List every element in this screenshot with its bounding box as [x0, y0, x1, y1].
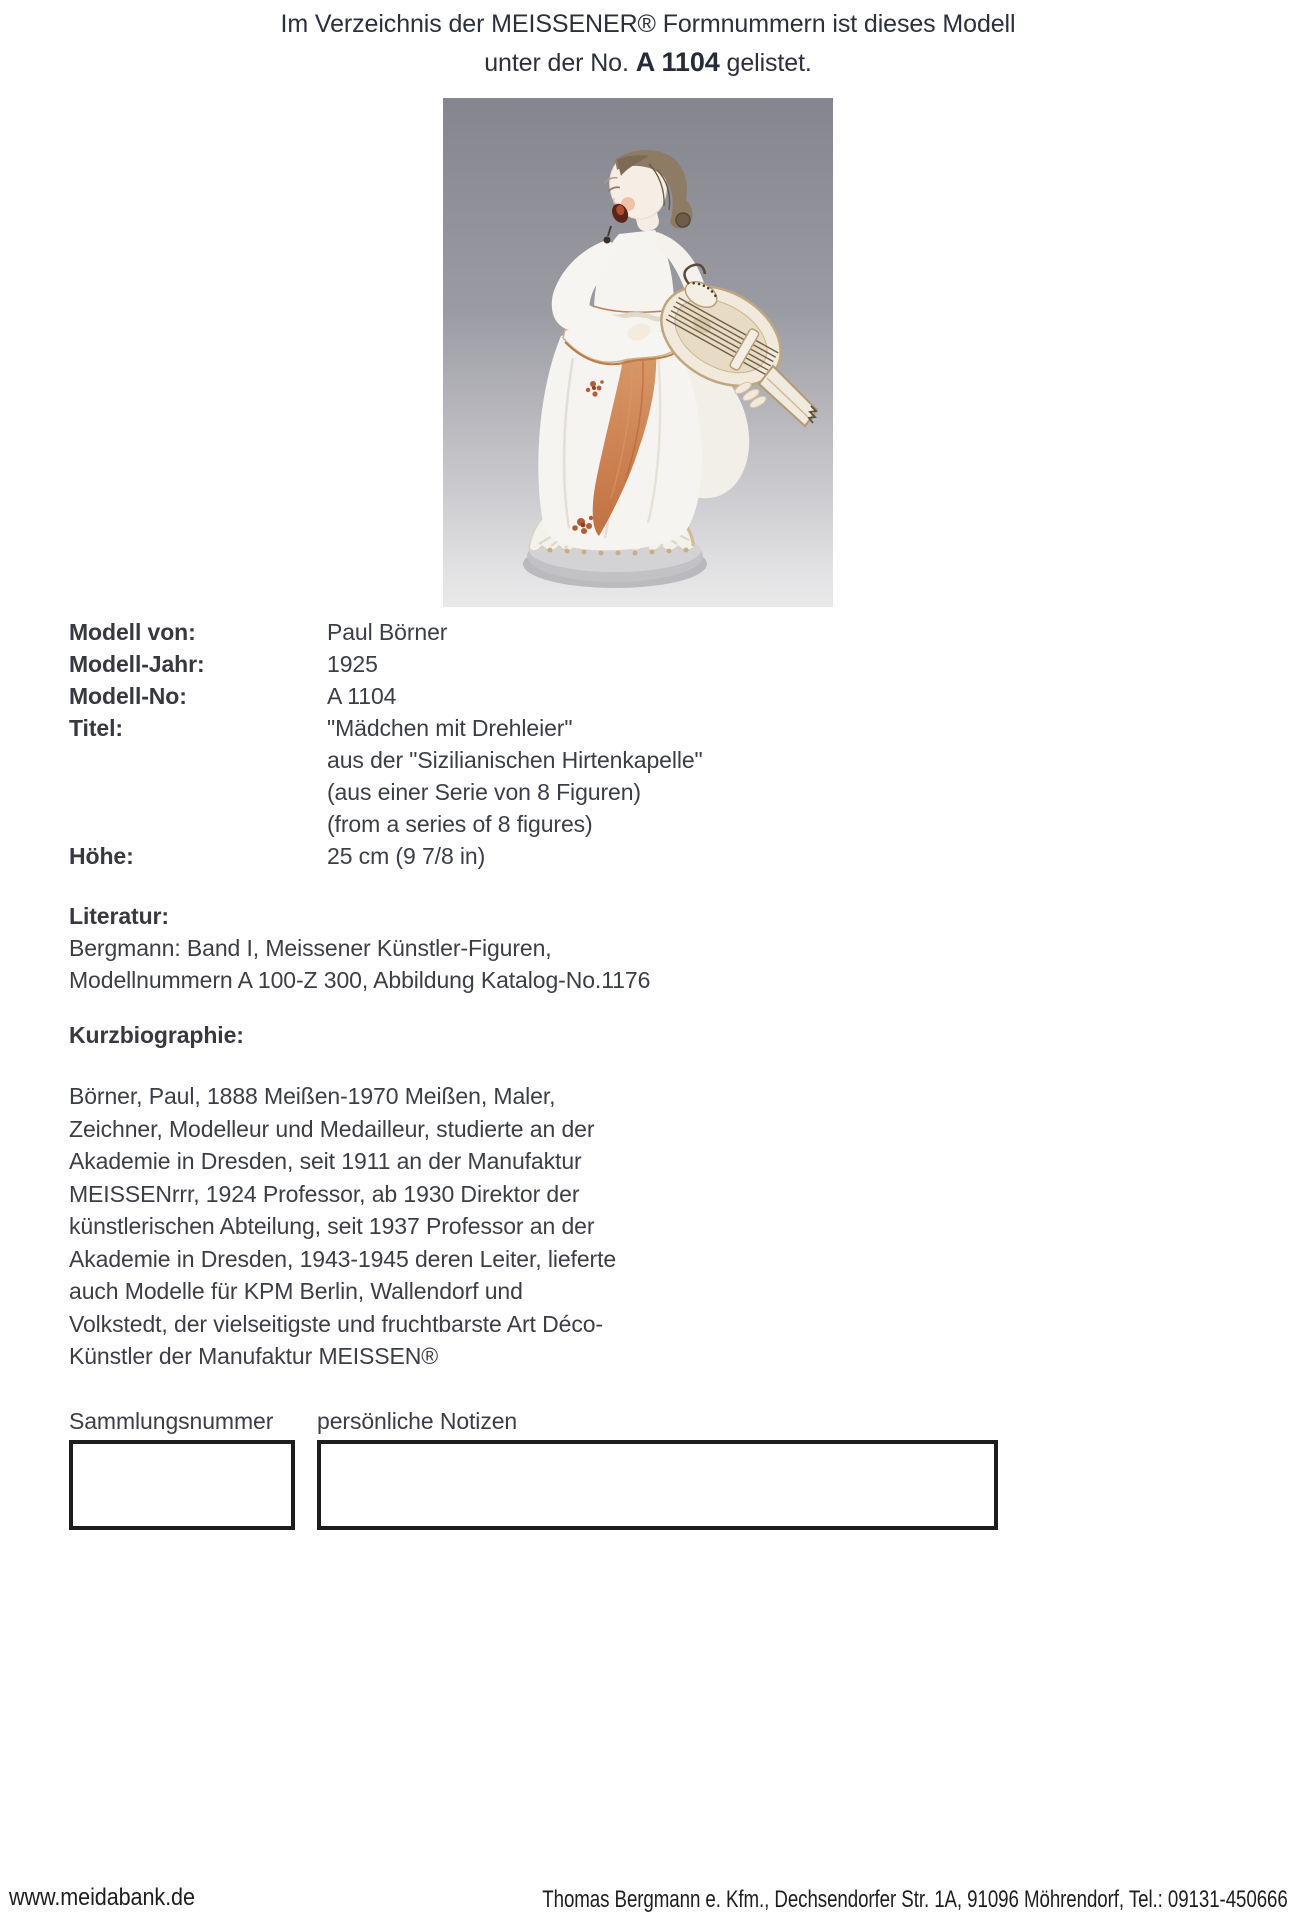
detail-value: A 1104 — [327, 683, 397, 709]
detail-row — [69, 712, 703, 744]
personal-notes-box[interactable] — [317, 1440, 998, 1530]
detail-value: (aus einer Serie von 8 Figuren) — [327, 779, 641, 805]
detail-label: Modell von: — [69, 619, 196, 645]
detail-value: "Mädchen mit Drehleier" — [327, 715, 573, 741]
biography-line: künstlerischen Abteilung, seit 1937 Professor an der — [69, 1213, 595, 1239]
footer-contact: Thomas Bergmann e. Kfm., Dechsendorfer Str. 1A, 91096 Möhrendorf, Tel.: 09131-450666 — [542, 1886, 1288, 1913]
figurine-photo — [443, 98, 833, 607]
detail-value: (from a series of 8 figures) — [327, 811, 593, 837]
detail-value: 1925 — [327, 651, 378, 677]
header-line-2-prefix: unter der No. — [484, 49, 636, 77]
detail-label — [69, 808, 327, 840]
detail-row — [69, 648, 703, 680]
biography-line: MEISSENrrr, 1924 Professor, ab 1930 Direktor der — [69, 1180, 580, 1207]
earring — [604, 237, 611, 244]
biography-line: Künstler der Manufaktur MEISSEN® — [69, 1343, 439, 1369]
detail-value: aus der "Sizilianischen Hirtenkapelle" — [327, 747, 703, 773]
detail-label: Titel: — [69, 715, 123, 741]
figurine-illustration — [443, 98, 833, 607]
detail-value: 25 cm (9 7/8 in) — [327, 843, 486, 869]
header-line-2-suffix: gelistet. — [719, 49, 812, 77]
detail-label: Modell-Jahr: — [69, 651, 205, 677]
biography-line: Akademie in Dresden, seit 1911 an der Manufaktur — [69, 1148, 582, 1174]
literature-section — [69, 900, 650, 996]
detail-row — [69, 680, 703, 712]
detail-row — [69, 840, 703, 872]
detail-row — [69, 744, 703, 776]
header-line-1: Im Verzeichnis der MEISSENER® Formnummern ist dieses Modell — [280, 10, 1016, 38]
detail-label — [69, 776, 327, 808]
biography-text — [69, 1080, 616, 1373]
collection-number-label: Sammlungsnummer — [69, 1408, 274, 1434]
detail-value: Paul Börner — [327, 619, 448, 645]
website-link[interactable]: www.meidabank.de — [9, 1884, 195, 1911]
biography-line: Börner, Paul, 1888 Meißen-1970 Meißen, Maler, — [69, 1083, 556, 1109]
page-title — [0, 5, 1296, 82]
biography-line: Zeichner, Modelleur und Medailleur, studierte an der — [69, 1115, 595, 1142]
biography-heading: Kurzbiographie: — [69, 1022, 244, 1048]
collection-number-box[interactable] — [69, 1440, 295, 1530]
detail-label — [69, 744, 327, 776]
biography-line: auch Modelle für KPM Berlin, Wallendorf und — [69, 1278, 523, 1304]
model-number-highlight: A 1104 — [635, 47, 720, 77]
detail-row — [69, 776, 703, 808]
detail-label: Höhe: — [69, 843, 134, 869]
detail-row — [69, 808, 703, 840]
header-line-2 — [0, 43, 1296, 82]
personal-notes-label: persönliche Notizen — [317, 1408, 518, 1434]
detail-label: Modell-No: — [69, 683, 187, 709]
literature-heading: Literatur: — [69, 903, 169, 929]
detail-row — [69, 616, 703, 648]
literature-line: Bergmann: Band I, Meissener Künstler-Figuren, — [69, 935, 552, 961]
biography-line: Akademie in Dresden, 1943-1945 deren Leiter, lieferte — [69, 1245, 617, 1272]
literature-line: Modellnummern A 100-Z 300, Abbildung Katalog-No.1176 — [69, 967, 651, 993]
biography-line: Volkstedt, der vielseitigste und fruchtbarste Art Déco- — [69, 1310, 603, 1337]
model-details — [69, 616, 703, 872]
